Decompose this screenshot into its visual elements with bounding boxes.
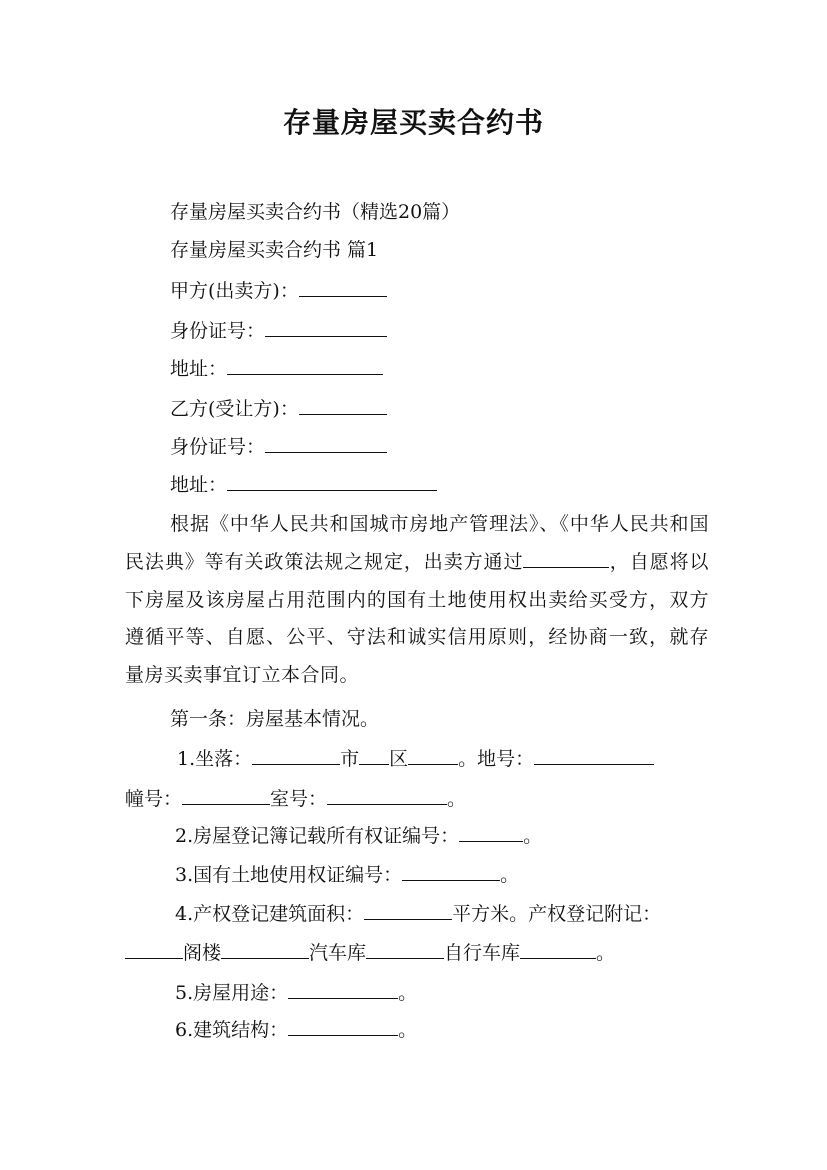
id-b-label: 身份证号：: [170, 436, 266, 458]
address-a-line: [170, 356, 383, 381]
party-b-label: 乙方(受让方)：: [170, 398, 299, 420]
area-blank[interactable]: [364, 901, 452, 920]
subtitle-line: 存量房屋买卖合约书（精选20篇）: [170, 201, 461, 223]
document-title: 存量房屋买卖合约书: [282, 106, 544, 139]
district-blank[interactable]: [359, 746, 389, 765]
address-b-label: 地址：: [170, 474, 228, 496]
address-a-label: 地址：: [170, 358, 228, 380]
party-b-line: [170, 396, 387, 421]
party-b-blank[interactable]: [299, 396, 387, 415]
district-label: 区: [389, 748, 409, 770]
id-b-line: [170, 434, 387, 459]
address-b-line: [170, 472, 437, 497]
certificate-blank[interactable]: [459, 823, 523, 842]
garage-label: 汽车库: [309, 942, 367, 964]
item-5-line: [175, 980, 417, 1005]
address-a-blank[interactable]: [227, 356, 383, 375]
item-4-end: 。: [596, 942, 616, 964]
item-3-label: 3.国有土地使用权证编号：: [175, 864, 403, 886]
item-6-end: 。: [398, 1019, 418, 1041]
preamble-text-2: ，自愿将以下房屋及该房屋占用范围内的国有土地使用权出卖给买受方，双方遵循平等、自愿、公平、守法和诚实信用原则，经协商一致，就存量房买卖事宜订立本合同。: [125, 550, 709, 687]
preamble-blank[interactable]: [523, 549, 609, 568]
item-4-label: 4.产权登记建筑面积：: [175, 903, 365, 925]
address-b-blank[interactable]: [227, 472, 437, 491]
item-6-label: 6.建筑结构：: [175, 1019, 289, 1041]
party-a-line: [170, 278, 387, 303]
item-4-line-1: [175, 901, 661, 926]
item-6-line: [175, 1017, 417, 1042]
chapter-line: 存量房屋买卖合约书 篇1: [170, 239, 379, 261]
item-1-line-2: [125, 786, 466, 811]
garage-blank[interactable]: [221, 940, 309, 959]
attic-blank[interactable]: [125, 940, 183, 959]
id-b-blank[interactable]: [265, 434, 387, 453]
preamble-paragraph: [125, 506, 709, 695]
item-2-label: 2.房屋登记簿记载所有权证编号：: [175, 825, 460, 847]
land-certificate-blank[interactable]: [402, 862, 500, 881]
city-label: 市: [340, 748, 360, 770]
item-5-label: 5.房屋用途：: [175, 982, 289, 1004]
article-1-heading: 第一条：房屋基本情况。: [170, 708, 380, 730]
id-a-blank[interactable]: [265, 318, 387, 337]
preamble-text-1: 根据《中华人民共和国城市房地产管理法》、《中华人民共和国民法典》等有关政策法规之规定，出卖方通过: [125, 513, 709, 573]
lot-blank[interactable]: [534, 746, 654, 765]
city-blank[interactable]: [252, 746, 340, 765]
id-a-label: 身份证号：: [170, 320, 266, 342]
bike-garage-blank[interactable]: [366, 940, 444, 959]
lot-label: 。地号：: [458, 748, 535, 770]
item-1-end: 。: [447, 788, 467, 810]
item-4-line-2: [125, 940, 615, 965]
bike-garage-area-blank[interactable]: [520, 940, 596, 959]
party-a-blank[interactable]: [299, 278, 387, 297]
item-3-line: [175, 862, 519, 887]
item-2-end: 。: [523, 825, 543, 847]
room-blank[interactable]: [327, 786, 447, 805]
item-2-line: [175, 823, 542, 848]
building-blank[interactable]: [182, 786, 270, 805]
attic-label: 阁楼: [183, 942, 222, 964]
party-a-label: 甲方(出卖方)：: [170, 280, 299, 302]
usage-blank[interactable]: [288, 980, 398, 999]
item-3-end: 。: [500, 864, 520, 886]
item-1-location-label: 1.坐落：: [177, 748, 253, 770]
id-a-line: [170, 318, 387, 343]
bike-garage-label: 自行车库: [444, 942, 521, 964]
structure-blank[interactable]: [288, 1017, 398, 1036]
street-blank[interactable]: [408, 746, 458, 765]
item-5-end: 。: [398, 982, 418, 1004]
building-label: 幢号：: [125, 788, 183, 810]
room-label: 室号：: [270, 788, 328, 810]
item-1-line-1: [177, 746, 654, 771]
area-unit-label: 平方米。产权登记附记：: [452, 903, 662, 925]
